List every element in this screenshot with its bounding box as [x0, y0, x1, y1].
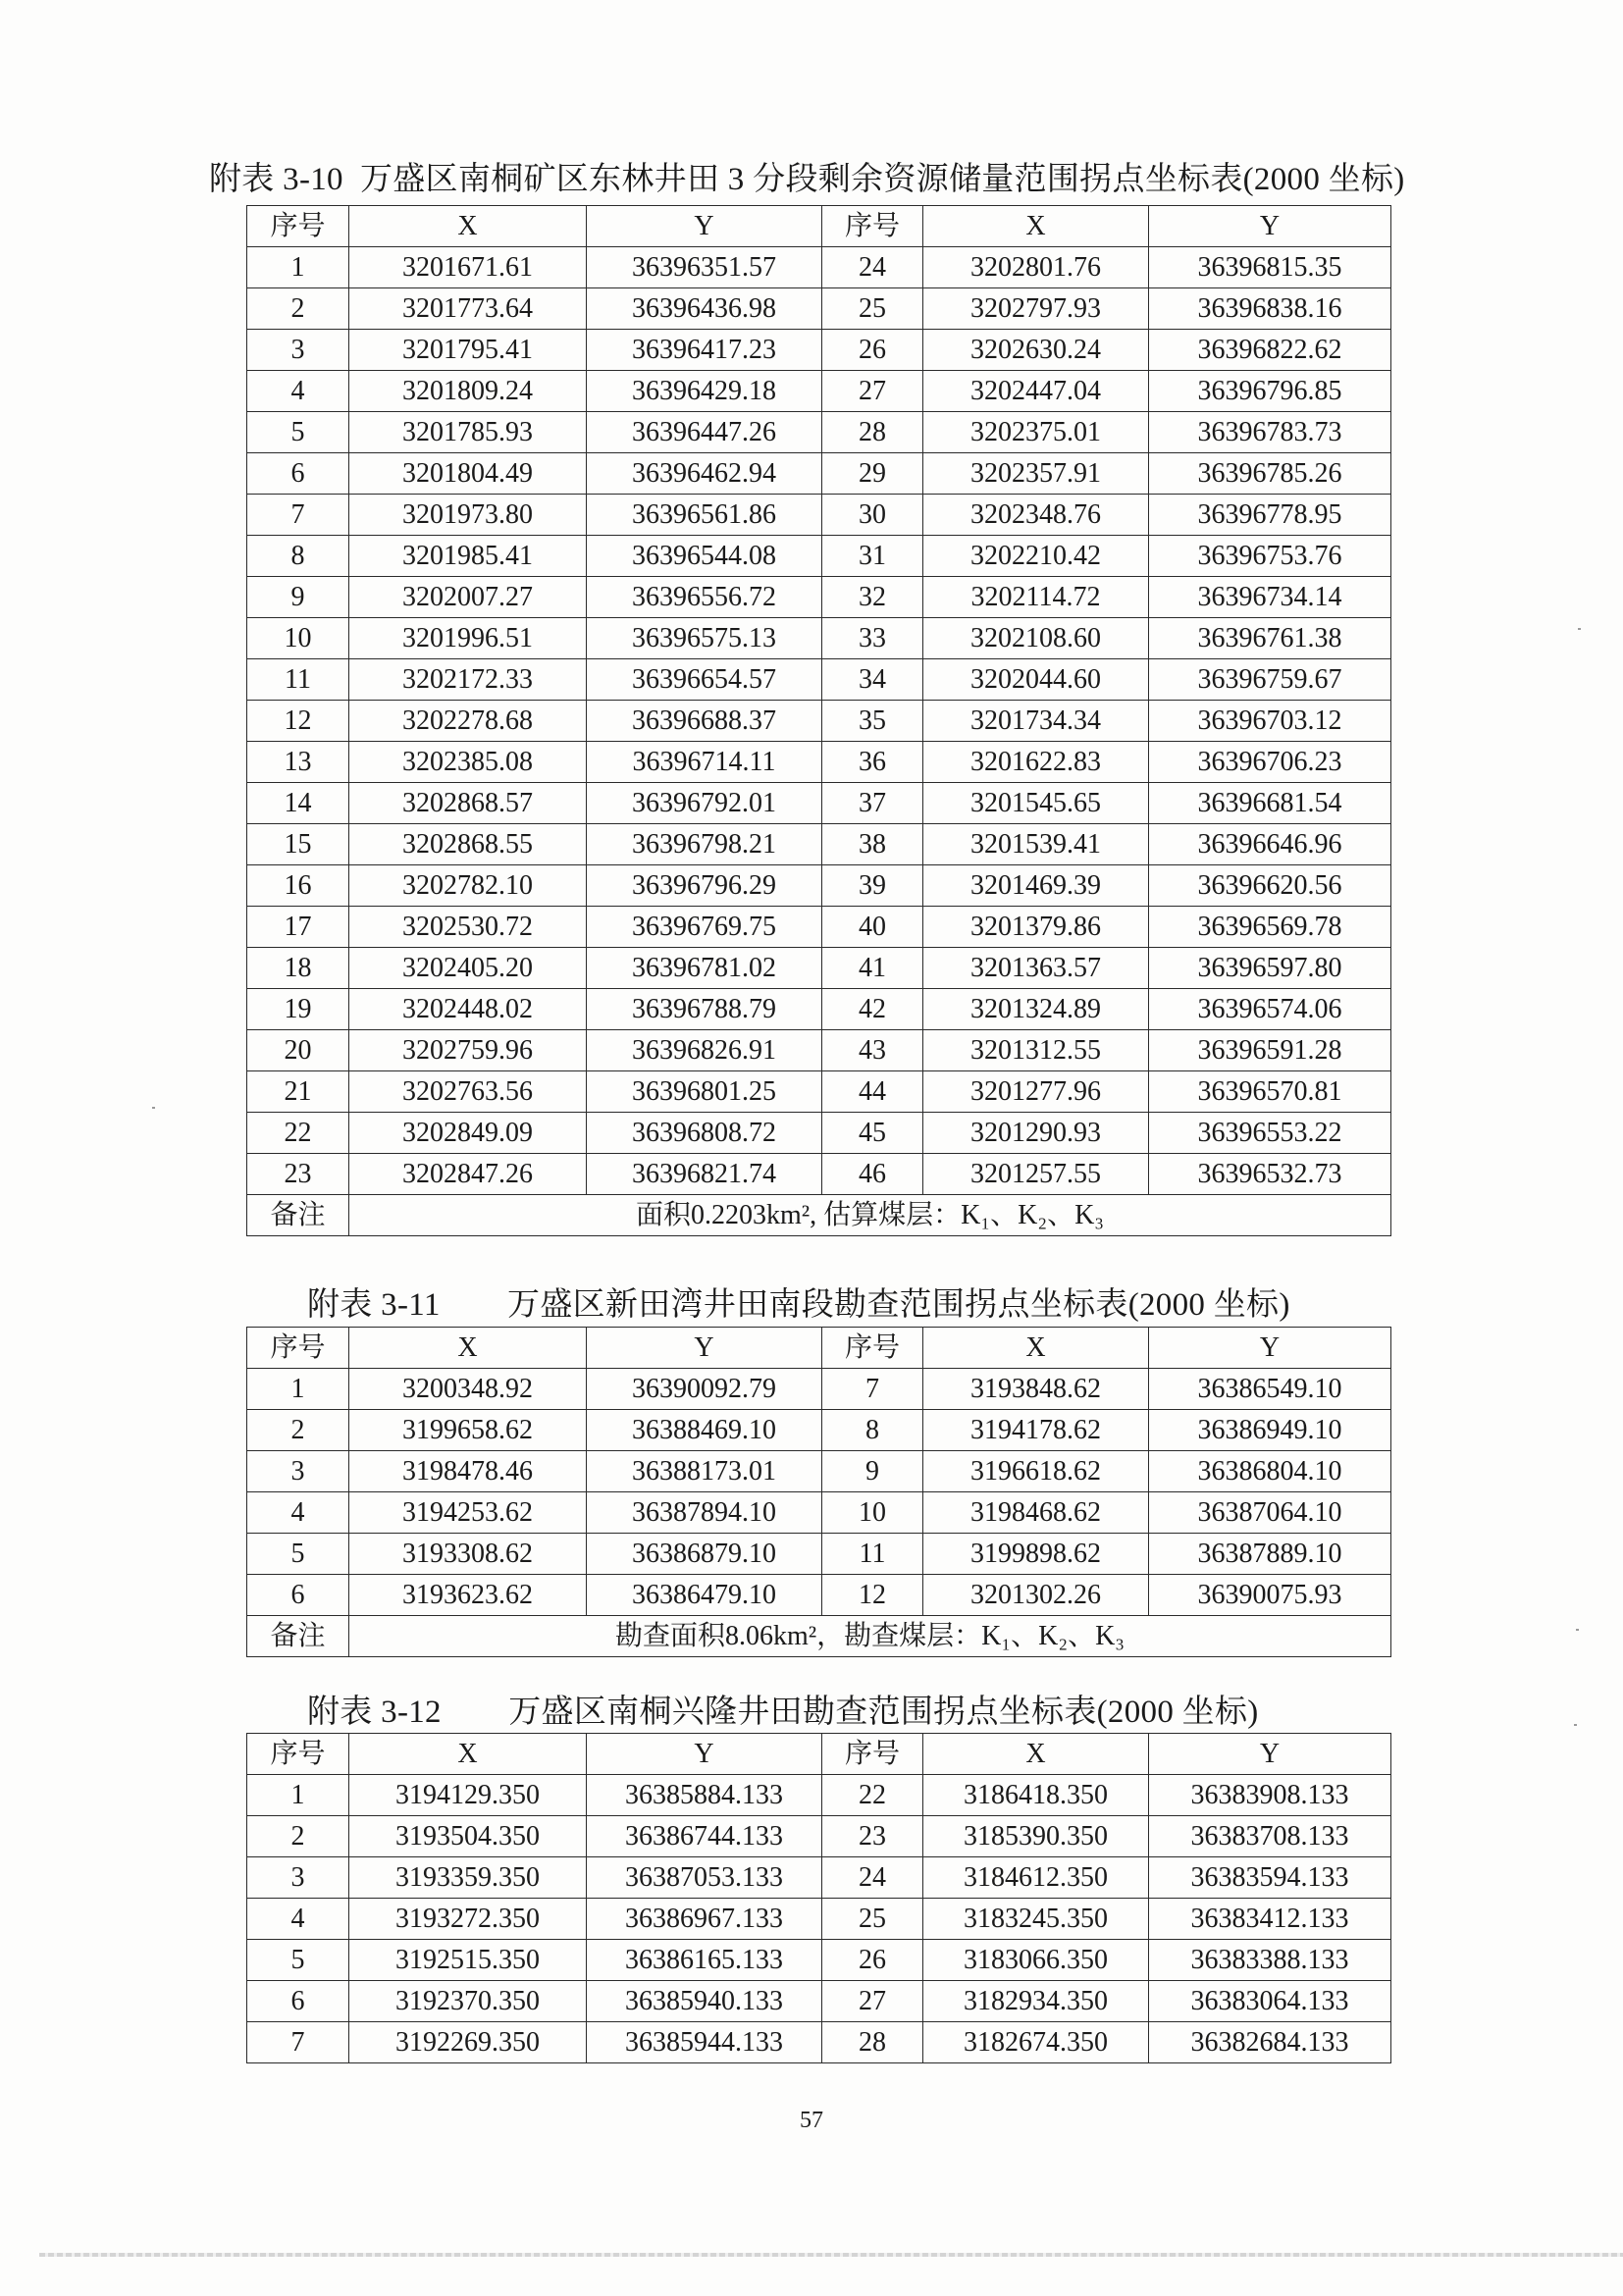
table-header-row	[247, 1734, 1391, 1775]
table-cell: 36396544.08	[587, 536, 822, 577]
table-cell: 2	[247, 1410, 349, 1451]
table-caption: 附表 3-11 万盛区新田湾井田南段勘查范围拐点坐标表(2000 坐标)	[307, 1287, 1290, 1323]
table-cell: 3201469.39	[923, 865, 1149, 907]
table-cell: 25	[822, 288, 923, 330]
table-cell: 36383908.133	[1149, 1775, 1391, 1816]
table-row	[247, 783, 1391, 824]
table-cell: 36396788.79	[587, 989, 822, 1030]
table-cell: 36396769.75	[587, 907, 822, 948]
table-cell: 36396570.81	[1149, 1071, 1391, 1113]
table-cell: 3202375.01	[923, 412, 1149, 453]
table-cell: 36396556.72	[587, 577, 822, 618]
table-cell: 24	[822, 1857, 923, 1899]
table-cell: 3	[247, 1451, 349, 1492]
table-cell: 45	[822, 1113, 923, 1154]
table-row	[247, 1816, 1391, 1857]
table-cell: 3201804.49	[349, 453, 587, 495]
table-cell: 5	[247, 412, 349, 453]
table-cell: 36396561.86	[587, 495, 822, 536]
table-cell: 3201302.26	[923, 1575, 1149, 1616]
table-cell: 3200348.92	[349, 1369, 587, 1410]
table-cell: 36396822.62	[1149, 330, 1391, 371]
table-cell: 22	[247, 1113, 349, 1154]
table-body	[247, 1734, 1391, 2063]
column-header: Y	[1149, 1328, 1391, 1369]
table-cell: 5	[247, 1940, 349, 1981]
table-cell: 5	[247, 1534, 349, 1575]
table-cell: 3201290.93	[923, 1113, 1149, 1154]
table-cell: 36396436.98	[587, 288, 822, 330]
table-cell: 36396351.57	[587, 247, 822, 288]
table-cell: 36386549.10	[1149, 1369, 1391, 1410]
table-cell: 12	[822, 1575, 923, 1616]
table-cell: 3202759.96	[349, 1030, 587, 1071]
table-row	[247, 1410, 1391, 1451]
table-cell: 3201277.96	[923, 1071, 1149, 1113]
table-cell: 36	[822, 742, 923, 783]
table-header-row	[247, 206, 1391, 247]
table-cell: 36396654.57	[587, 659, 822, 701]
table-cell: 40	[822, 907, 923, 948]
column-header: 序号	[247, 1328, 349, 1369]
table-row	[247, 1369, 1391, 1410]
column-header: X	[349, 1328, 587, 1369]
table-cell: 3202868.57	[349, 783, 587, 824]
table-cell: 36383388.133	[1149, 1940, 1391, 1981]
table-cell: 35	[822, 701, 923, 742]
table-cell: 36396575.13	[587, 618, 822, 659]
table-cell: 36387053.133	[587, 1857, 822, 1899]
table-cell: 3201312.55	[923, 1030, 1149, 1071]
table-cell: 7	[822, 1369, 923, 1410]
table-cell: 21	[247, 1071, 349, 1113]
table-row	[247, 1451, 1391, 1492]
table-cell: 3194178.62	[923, 1410, 1149, 1451]
column-header: Y	[1149, 1734, 1391, 1775]
table-row	[247, 288, 1391, 330]
table-cell: 36385940.133	[587, 1981, 822, 2022]
table-cell: 26	[822, 1940, 923, 1981]
table-cell: 36396532.73	[1149, 1154, 1391, 1195]
table-row	[247, 659, 1391, 701]
table-cell: 13	[247, 742, 349, 783]
table-cell: 36387894.10	[587, 1492, 822, 1534]
table-cell: 23	[247, 1154, 349, 1195]
table-cell: 3202007.27	[349, 577, 587, 618]
table-cell: 29	[822, 453, 923, 495]
table-cell: 36396785.26	[1149, 453, 1391, 495]
coordinate-table	[246, 205, 1391, 1236]
table-cell: 3202044.60	[923, 659, 1149, 701]
table-row	[247, 1775, 1391, 1816]
table-cell: 36396778.95	[1149, 495, 1391, 536]
table-cell: 36386949.10	[1149, 1410, 1391, 1451]
coordinate-table	[246, 1733, 1391, 2063]
table-row	[247, 1154, 1391, 1195]
coordinate-table	[246, 1327, 1391, 1657]
table-cell: 6	[247, 1981, 349, 2022]
table-cell: 3201622.83	[923, 742, 1149, 783]
table-cell: 3202801.76	[923, 247, 1149, 288]
table-cell: 32	[822, 577, 923, 618]
table-cell: 27	[822, 1981, 923, 2022]
table-cell: 23	[822, 1816, 923, 1857]
table-cell: 36396838.16	[1149, 288, 1391, 330]
table-cell: 34	[822, 659, 923, 701]
table-caption: 附表 3-10 万盛区南桐矿区东林井田 3 分段剩余资源储量范围拐点坐标表(2000 坐标)	[209, 162, 1405, 197]
table-row	[247, 2022, 1391, 2063]
table-cell: 36383708.133	[1149, 1816, 1391, 1857]
table-row	[247, 1071, 1391, 1113]
note-text: 勘查面积8.06km²，勘查煤层：K₁、K₂、K₃	[349, 1616, 1391, 1657]
table-cell: 3196618.62	[923, 1451, 1149, 1492]
table-row	[247, 989, 1391, 1030]
table-row	[247, 1492, 1391, 1534]
note-label: 备注	[247, 1195, 349, 1236]
table-cell: 36396574.06	[1149, 989, 1391, 1030]
table-cell: 36396761.38	[1149, 618, 1391, 659]
table-cell: 3193359.350	[349, 1857, 587, 1899]
table-row	[247, 371, 1391, 412]
table-cell: 3202348.76	[923, 495, 1149, 536]
table-cell: 39	[822, 865, 923, 907]
table-cell: 36396734.14	[1149, 577, 1391, 618]
table-row	[247, 742, 1391, 783]
table-cell: 36396417.23	[587, 330, 822, 371]
table-cell: 33	[822, 618, 923, 659]
table-cell: 37	[822, 783, 923, 824]
table-cell: 36396714.11	[587, 742, 822, 783]
table-cell: 3201539.41	[923, 824, 1149, 865]
table-cell: 30	[822, 495, 923, 536]
table-row	[247, 907, 1391, 948]
table-cell: 25	[822, 1899, 923, 1940]
table-cell: 36396796.29	[587, 865, 822, 907]
scan-speck	[1574, 1724, 1577, 1726]
table-cell: 24	[822, 247, 923, 288]
table-row	[247, 701, 1391, 742]
table-cell: 3182674.350	[923, 2022, 1149, 2063]
table-cell: 28	[822, 2022, 923, 2063]
table-cell: 14	[247, 783, 349, 824]
table-row	[247, 330, 1391, 371]
table-header-row	[247, 1328, 1391, 1369]
table-cell: 3192269.350	[349, 2022, 587, 2063]
table-cell: 36386744.133	[587, 1816, 822, 1857]
table-cell: 2	[247, 288, 349, 330]
table-cell: 3202530.72	[349, 907, 587, 948]
table-cell: 36383412.133	[1149, 1899, 1391, 1940]
table-row	[247, 495, 1391, 536]
table-cell: 3202405.20	[349, 948, 587, 989]
table-cell: 3185390.350	[923, 1816, 1149, 1857]
table-cell: 3201795.41	[349, 330, 587, 371]
table-cell: 3199898.62	[923, 1534, 1149, 1575]
table-cell: 2	[247, 1816, 349, 1857]
table-cell: 3198478.46	[349, 1451, 587, 1492]
table-cell: 36396591.28	[1149, 1030, 1391, 1071]
table-cell: 3193848.62	[923, 1369, 1149, 1410]
note-text: 面积0.2203km², 估算煤层：K₁、K₂、K₃	[349, 1195, 1391, 1236]
table-cell: 46	[822, 1154, 923, 1195]
table-cell: 6	[247, 453, 349, 495]
table-caption: 附表 3-12 万盛区南桐兴隆井田勘查范围拐点坐标表(2000 坐标)	[307, 1695, 1259, 1730]
table-row	[247, 1030, 1391, 1071]
table-cell: 36388469.10	[587, 1410, 822, 1451]
table-cell: 36396706.23	[1149, 742, 1391, 783]
table-cell: 3201785.93	[349, 412, 587, 453]
table-cell: 26	[822, 330, 923, 371]
table-cell: 10	[247, 618, 349, 659]
table-cell: 36386479.10	[587, 1575, 822, 1616]
table-cell: 11	[822, 1534, 923, 1575]
table-row	[247, 1113, 1391, 1154]
table-cell: 1	[247, 247, 349, 288]
table-cell: 3192370.350	[349, 1981, 587, 2022]
table-cell: 4	[247, 1492, 349, 1534]
table-cell: 36383594.133	[1149, 1857, 1391, 1899]
table-cell: 3201257.55	[923, 1154, 1149, 1195]
table-cell: 36396620.56	[1149, 865, 1391, 907]
table-cell: 7	[247, 2022, 349, 2063]
table-cell: 3193272.350	[349, 1899, 587, 1940]
table-cell: 27	[822, 371, 923, 412]
table-cell: 15	[247, 824, 349, 865]
table-cell: 3202447.04	[923, 371, 1149, 412]
table-cell: 20	[247, 1030, 349, 1071]
table-row	[247, 948, 1391, 989]
note-label: 备注	[247, 1616, 349, 1657]
table-cell: 16	[247, 865, 349, 907]
table-cell: 3202357.91	[923, 453, 1149, 495]
table-cell: 10	[822, 1492, 923, 1534]
column-header: X	[923, 206, 1149, 247]
table-row	[247, 1899, 1391, 1940]
column-header: 序号	[247, 206, 349, 247]
table-cell: 11	[247, 659, 349, 701]
table-cell: 36396796.85	[1149, 371, 1391, 412]
column-header: X	[349, 1734, 587, 1775]
table-cell: 36387889.10	[1149, 1534, 1391, 1575]
table-cell: 44	[822, 1071, 923, 1113]
table-row	[247, 618, 1391, 659]
table-cell: 3201973.80	[349, 495, 587, 536]
table-cell: 36386804.10	[1149, 1451, 1391, 1492]
table-cell: 3202210.42	[923, 536, 1149, 577]
page-number: 57	[800, 2108, 823, 2133]
table-cell: 36396753.76	[1149, 536, 1391, 577]
table-cell: 36396821.74	[587, 1154, 822, 1195]
table-cell: 36383064.133	[1149, 1981, 1391, 2022]
table-cell: 3201734.34	[923, 701, 1149, 742]
table-cell: 36390092.79	[587, 1369, 822, 1410]
table-row	[247, 1857, 1391, 1899]
table-cell: 36396826.91	[587, 1030, 822, 1071]
table-cell: 3201671.61	[349, 247, 587, 288]
table-cell: 22	[822, 1775, 923, 1816]
table-cell: 38	[822, 824, 923, 865]
table-cell: 36396759.67	[1149, 659, 1391, 701]
table-row	[247, 412, 1391, 453]
table-cell: 3183245.350	[923, 1899, 1149, 1940]
table-cell: 36387064.10	[1149, 1492, 1391, 1534]
table-cell: 7	[247, 495, 349, 536]
table-cell: 3202782.10	[349, 865, 587, 907]
column-header: X	[923, 1734, 1149, 1775]
table-cell: 3201773.64	[349, 288, 587, 330]
table-cell: 43	[822, 1030, 923, 1071]
table-cell: 3202114.72	[923, 577, 1149, 618]
table-row	[247, 1981, 1391, 2022]
table-row	[247, 536, 1391, 577]
table-cell: 36396597.80	[1149, 948, 1391, 989]
table-cell: 28	[822, 412, 923, 453]
table-cell: 36396569.78	[1149, 907, 1391, 948]
table-cell: 36382684.133	[1149, 2022, 1391, 2063]
table-cell: 18	[247, 948, 349, 989]
scan-edge-line	[39, 2253, 1623, 2257]
table-cell: 8	[247, 536, 349, 577]
table-row	[247, 453, 1391, 495]
table-cell: 36388173.01	[587, 1451, 822, 1492]
table-cell: 31	[822, 536, 923, 577]
table-cell: 3202448.02	[349, 989, 587, 1030]
table-row	[247, 1575, 1391, 1616]
table-cell: 36396781.02	[587, 948, 822, 989]
table-cell: 3193308.62	[349, 1534, 587, 1575]
table-cell: 3192515.350	[349, 1940, 587, 1981]
table-cell: 3201809.24	[349, 371, 587, 412]
table-cell: 36386165.133	[587, 1940, 822, 1981]
table-cell: 4	[247, 371, 349, 412]
column-header: 序号	[822, 1328, 923, 1369]
table-cell: 3202385.08	[349, 742, 587, 783]
column-header: 序号	[822, 206, 923, 247]
table-cell: 3202868.55	[349, 824, 587, 865]
table-cell: 6	[247, 1575, 349, 1616]
scan-speck	[152, 1107, 155, 1109]
table-row	[247, 865, 1391, 907]
table-cell: 3202797.93	[923, 288, 1149, 330]
table-cell: 3201324.89	[923, 989, 1149, 1030]
table-cell: 3194129.350	[349, 1775, 587, 1816]
table-cell: 36396646.96	[1149, 824, 1391, 865]
table-cell: 36396798.21	[587, 824, 822, 865]
table-cell: 1	[247, 1369, 349, 1410]
table-cell: 3	[247, 330, 349, 371]
table-cell: 36396429.18	[587, 371, 822, 412]
table-cell: 9	[822, 1451, 923, 1492]
table-cell: 3202172.33	[349, 659, 587, 701]
note-row	[247, 1195, 1391, 1236]
table-cell: 3202108.60	[923, 618, 1149, 659]
table-cell: 36386879.10	[587, 1534, 822, 1575]
table-cell: 36396792.01	[587, 783, 822, 824]
column-header: Y	[587, 1734, 822, 1775]
table-cell: 3201363.57	[923, 948, 1149, 989]
table-cell: 36385944.133	[587, 2022, 822, 2063]
table-cell: 36396688.37	[587, 701, 822, 742]
table-cell: 36396801.25	[587, 1071, 822, 1113]
column-header: 序号	[247, 1734, 349, 1775]
table-cell: 36385884.133	[587, 1775, 822, 1816]
table-cell: 41	[822, 948, 923, 989]
note-row	[247, 1616, 1391, 1657]
table-cell: 17	[247, 907, 349, 948]
column-header: Y	[587, 206, 822, 247]
table-cell: 36396808.72	[587, 1113, 822, 1154]
table-cell: 3186418.350	[923, 1775, 1149, 1816]
table-cell: 9	[247, 577, 349, 618]
table-cell: 36396681.54	[1149, 783, 1391, 824]
table-cell: 36396447.26	[587, 412, 822, 453]
table-cell: 3201545.65	[923, 783, 1149, 824]
table-cell: 36396553.22	[1149, 1113, 1391, 1154]
table-cell: 36396815.35	[1149, 247, 1391, 288]
table-row	[247, 1940, 1391, 1981]
table-cell: 19	[247, 989, 349, 1030]
table-cell: 3202630.24	[923, 330, 1149, 371]
column-header: 序号	[822, 1734, 923, 1775]
table-cell: 3202849.09	[349, 1113, 587, 1154]
table-cell: 3202847.26	[349, 1154, 587, 1195]
table-cell: 3201379.86	[923, 907, 1149, 948]
scan-speck	[1578, 628, 1581, 630]
table-cell: 3193623.62	[349, 1575, 587, 1616]
column-header: X	[923, 1328, 1149, 1369]
column-header: Y	[1149, 206, 1391, 247]
table-cell: 3193504.350	[349, 1816, 587, 1857]
table-cell: 3201985.41	[349, 536, 587, 577]
table-body	[247, 206, 1391, 1236]
table-cell: 3182934.350	[923, 1981, 1149, 2022]
table-row	[247, 247, 1391, 288]
table-cell: 36396703.12	[1149, 701, 1391, 742]
table-cell: 3	[247, 1857, 349, 1899]
table-cell: 3198468.62	[923, 1492, 1149, 1534]
table-cell: 3202278.68	[349, 701, 587, 742]
table-cell: 3201996.51	[349, 618, 587, 659]
table-cell: 4	[247, 1899, 349, 1940]
table-cell: 3202763.56	[349, 1071, 587, 1113]
table-cell: 36396783.73	[1149, 412, 1391, 453]
table-cell: 3184612.350	[923, 1857, 1149, 1899]
table-row	[247, 1534, 1391, 1575]
table-cell: 36396462.94	[587, 453, 822, 495]
table-cell: 36386967.133	[587, 1899, 822, 1940]
table-cell: 36390075.93	[1149, 1575, 1391, 1616]
table-body	[247, 1328, 1391, 1657]
table-row	[247, 824, 1391, 865]
scan-speck	[1576, 1629, 1579, 1631]
table-cell: 8	[822, 1410, 923, 1451]
column-header: Y	[587, 1328, 822, 1369]
table-row	[247, 577, 1391, 618]
table-cell: 3194253.62	[349, 1492, 587, 1534]
table-cell: 42	[822, 989, 923, 1030]
table-cell: 1	[247, 1775, 349, 1816]
column-header: X	[349, 206, 587, 247]
table-cell: 12	[247, 701, 349, 742]
table-cell: 3199658.62	[349, 1410, 587, 1451]
table-cell: 3183066.350	[923, 1940, 1149, 1981]
